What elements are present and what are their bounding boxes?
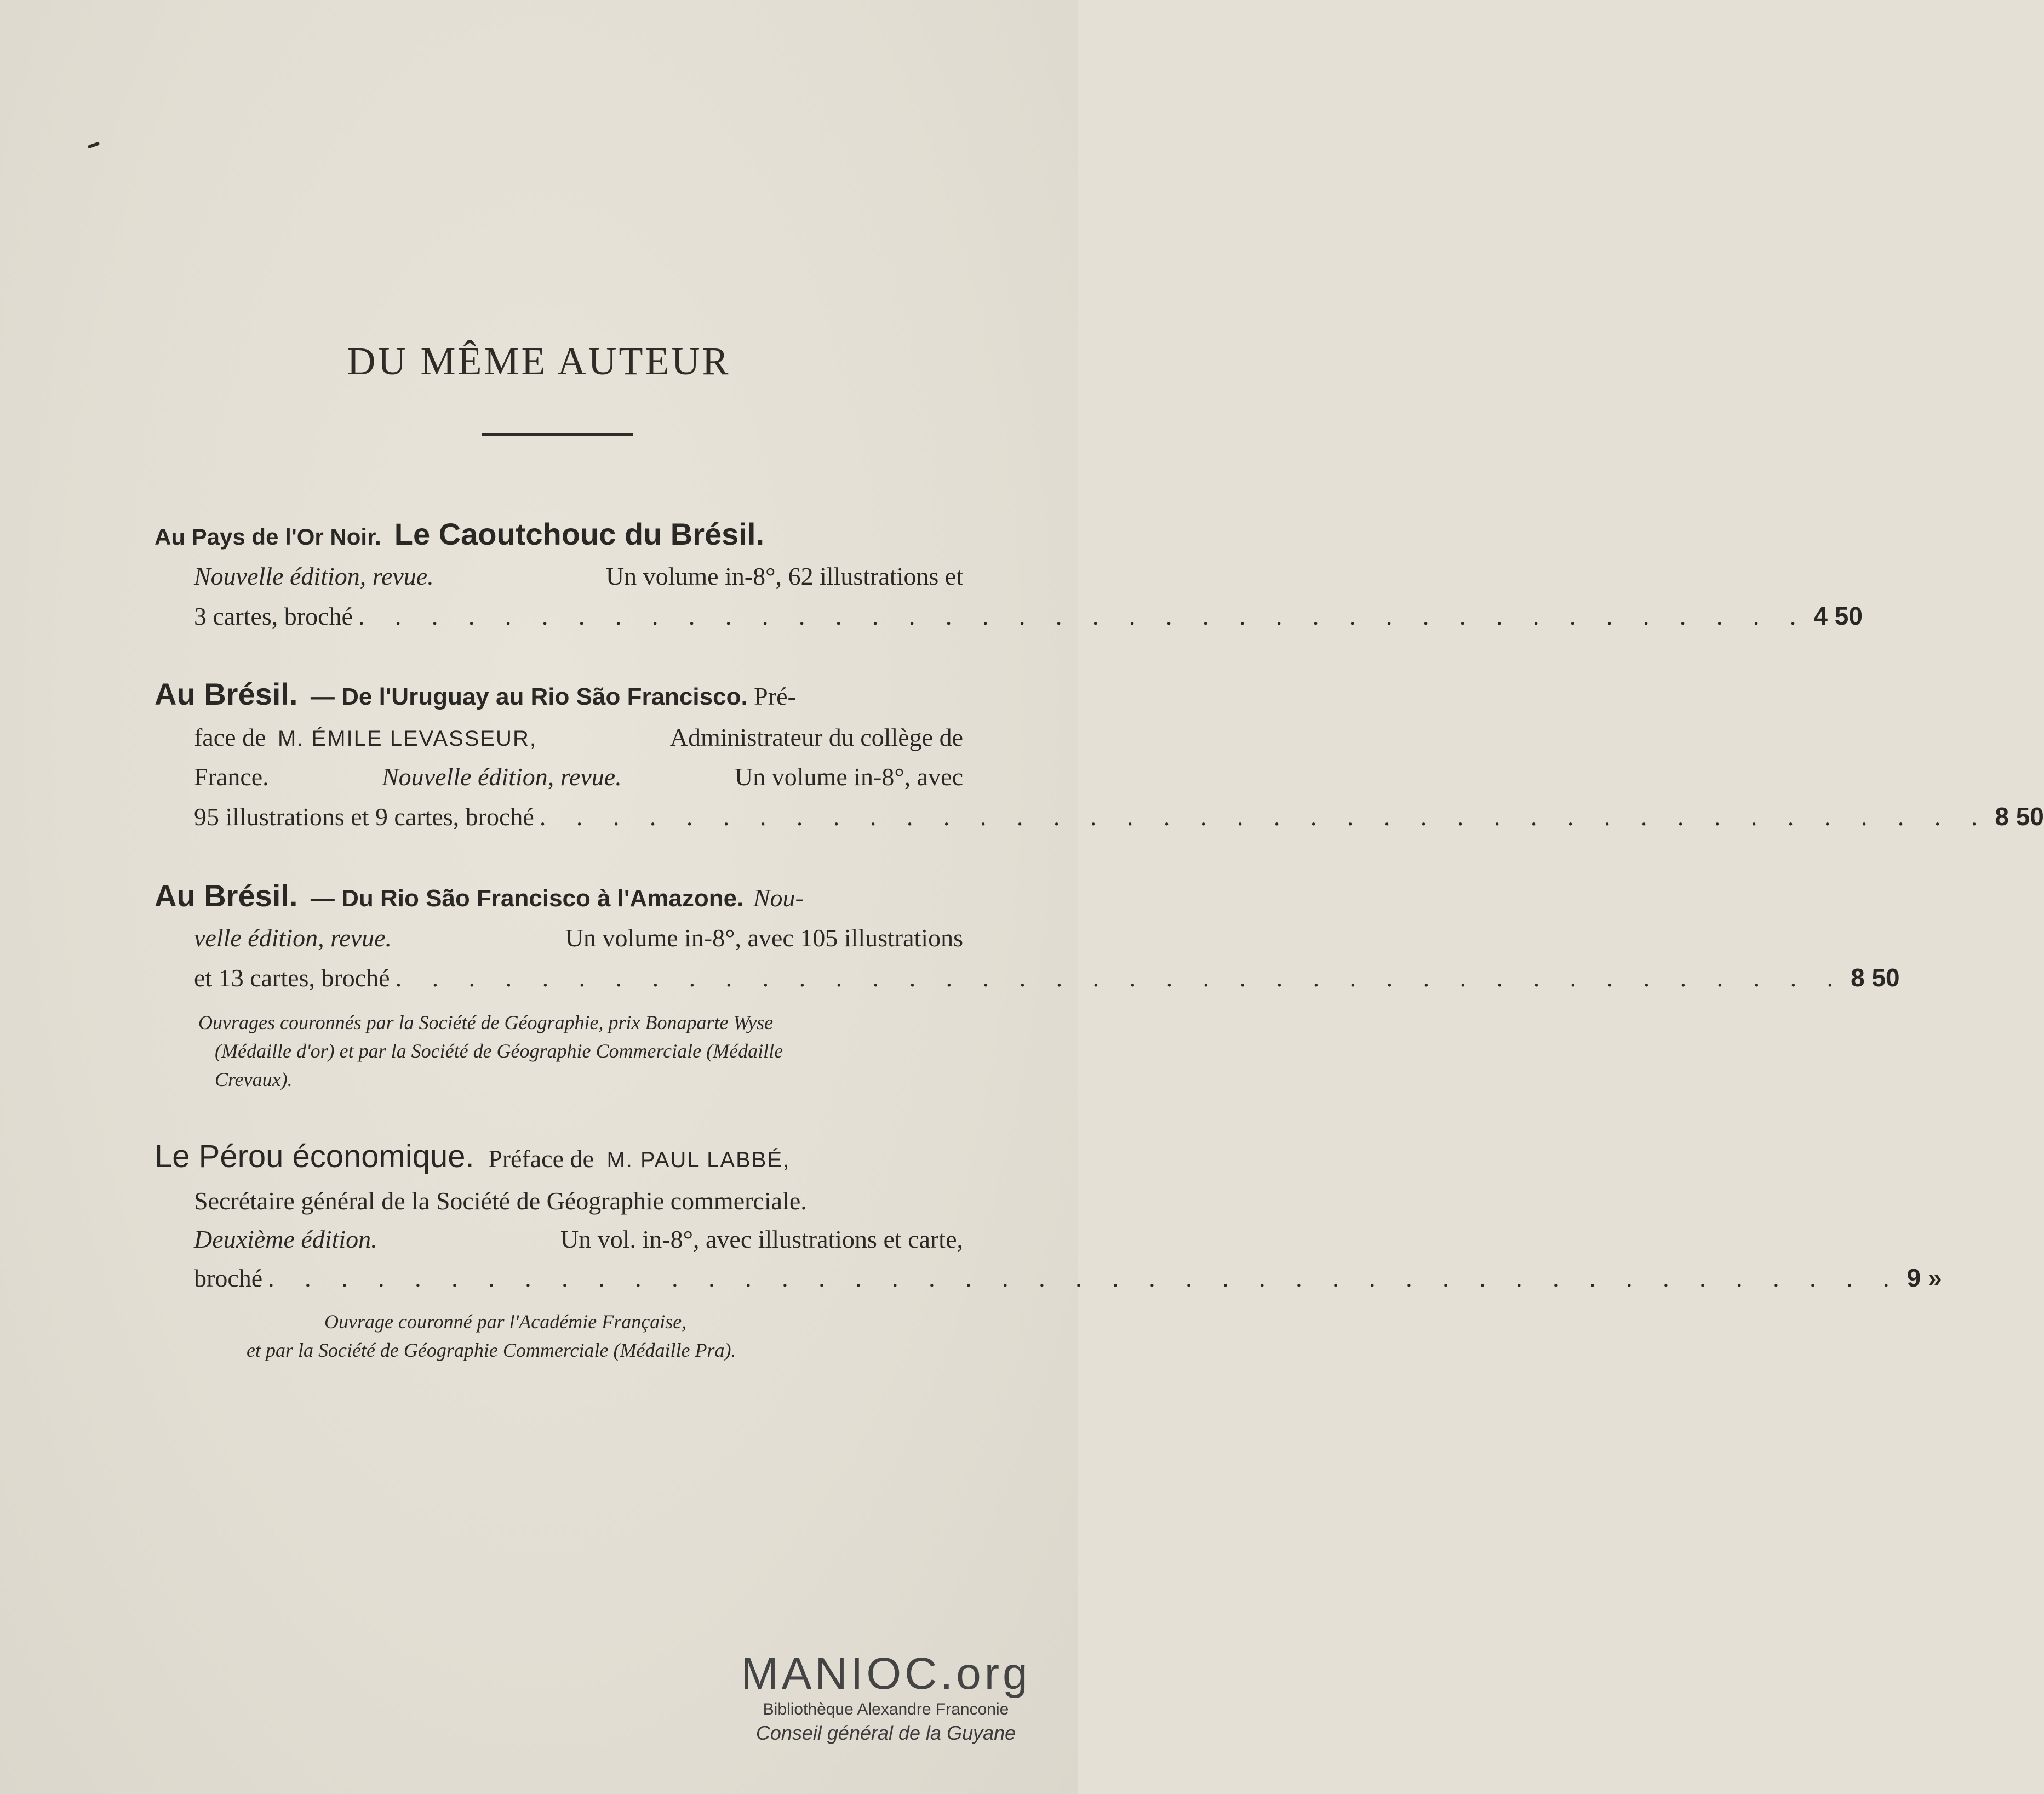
heading-rule <box>482 433 633 436</box>
entry-2-desc: Un volume in-8°, avec <box>735 763 963 791</box>
entry-3-note-line-1: Ouvrages couronnés par la Société de Géographie, prix Bonaparte Wyse <box>198 1012 774 1033</box>
entry-4-format: broché <box>194 1264 263 1292</box>
manioc-logo: MANIOC.org <box>741 1649 1031 1699</box>
entry-4-note-line-2: et par la Société de Géographie Commerciale (Médaille Pra). <box>247 1339 736 1361</box>
entry-2-country: France. <box>194 763 269 791</box>
entry-4-role: Secrétaire général de la Société de Géographie commerciale. <box>194 1187 807 1215</box>
entry-2-line-3 <box>194 761 963 793</box>
entry-1-desc: Un volume in-8°, 62 illustrations et <box>605 562 963 590</box>
entry-4-person: M. PAUL LABBÉ, <box>606 1148 791 1172</box>
entry-1-price: 4 50 <box>1813 602 1863 630</box>
entry-2-pre: face de <box>194 723 266 751</box>
entry-4-price: 9 » <box>1906 1264 1942 1292</box>
entry-4-title-line <box>154 1138 790 1176</box>
entry-1-title: Le Caoutchouc du Brésil. <box>394 517 764 551</box>
entry-1-line-2 <box>194 560 963 593</box>
entry-1-line-3 <box>194 599 1863 632</box>
entry-2-line-2 <box>194 721 963 754</box>
entry-2-edition: Nouvelle édition, revue. <box>382 763 622 791</box>
entry-3-line-2 <box>194 922 963 955</box>
page-heading: DU MÊME AUTEUR <box>347 339 731 383</box>
entry-4-line-2 <box>194 1185 807 1218</box>
entry-3-subtitle: — Du Rio São Francisco à l'Amazone. <box>310 885 744 912</box>
entry-3-price: 8 50 <box>1851 963 1900 992</box>
ink-speck <box>88 141 100 148</box>
entry-3-edition: velle édition, revue. <box>194 924 392 952</box>
entry-3-format: et 13 cartes, broché <box>194 964 390 992</box>
entry-3-title-line <box>154 877 804 915</box>
entry-1-format: 3 cartes, broché <box>194 602 353 630</box>
entry-3-title: Au Brésil. <box>154 878 298 913</box>
entry-2-title: Au Brésil. <box>154 677 298 711</box>
entry-3-desc: Un volume in-8°, avec 105 illustrations <box>565 924 963 952</box>
entry-1-title-line <box>154 515 764 553</box>
entry-4-note-line-1: Ouvrage couronné par l'Académie Française, <box>324 1311 687 1333</box>
entry-4-title: Le Pérou économique. <box>154 1139 474 1174</box>
entry-3-note-line-2: (Médaille d'or) et par la Société de Géographie Commerciale (Médaille <box>215 1040 783 1062</box>
library-stamp <box>716 1649 1056 1746</box>
entry-3-line-3 <box>194 961 1900 994</box>
entry-3-tail: Nou- <box>753 884 804 912</box>
entry-2-title-line <box>154 675 796 713</box>
entry-4-edition: Deuxième édition. <box>194 1225 377 1253</box>
entry-1-edition: Nouvelle édition, revue. <box>194 562 434 590</box>
entry-2-subtitle: — De l'Uruguay au Rio São Francisco. <box>310 683 748 710</box>
entry-4-line-4 <box>194 1261 1942 1294</box>
stamp-library-name: Bibliothèque Alexandre Franconie <box>763 1700 1009 1718</box>
entry-2-person: M. ÉMILE LEVASSEUR, <box>278 727 537 751</box>
entry-3-note-line-3: Crevaux). <box>215 1069 293 1090</box>
entry-4-leader: . . . . . . . . . . . . . . . . . . . . . . . . . . . . . . . . . . . . . . . . . . . . . <box>268 1264 1902 1292</box>
entry-2-format: 95 illustrations et 9 cartes, broché <box>194 803 534 831</box>
entry-4-line-3 <box>194 1223 963 1256</box>
entry-2-price: 8 50 <box>1995 802 2044 831</box>
entry-1-leader: . . . . . . . . . . . . . . . . . . . . . . . . . . . . . . . . . . . . . . . . <box>358 602 1808 630</box>
entry-4-desc: Un vol. in-8°, avec illustrations et carte, <box>560 1225 963 1253</box>
entry-2-tail: Pré- <box>754 682 796 710</box>
entry-1-prefix: Au Pays de l'Or Noir. <box>154 524 381 550</box>
entry-2-role: Administrateur du collège de <box>669 723 963 751</box>
entry-3-leader: . . . . . . . . . . . . . . . . . . . . . . . . . . . . . . . . . . . . . . . . <box>395 964 1846 992</box>
entry-4-pre: Préface de <box>488 1145 594 1173</box>
entry-2-leader: . . . . . . . . . . . . . . . . . . . . . . . . . . . . . . . . . . . . . . . . <box>539 803 1990 831</box>
entry-2-line-4 <box>194 800 2044 833</box>
stamp-council-name: Conseil général de la Guyane <box>755 1722 1016 1744</box>
